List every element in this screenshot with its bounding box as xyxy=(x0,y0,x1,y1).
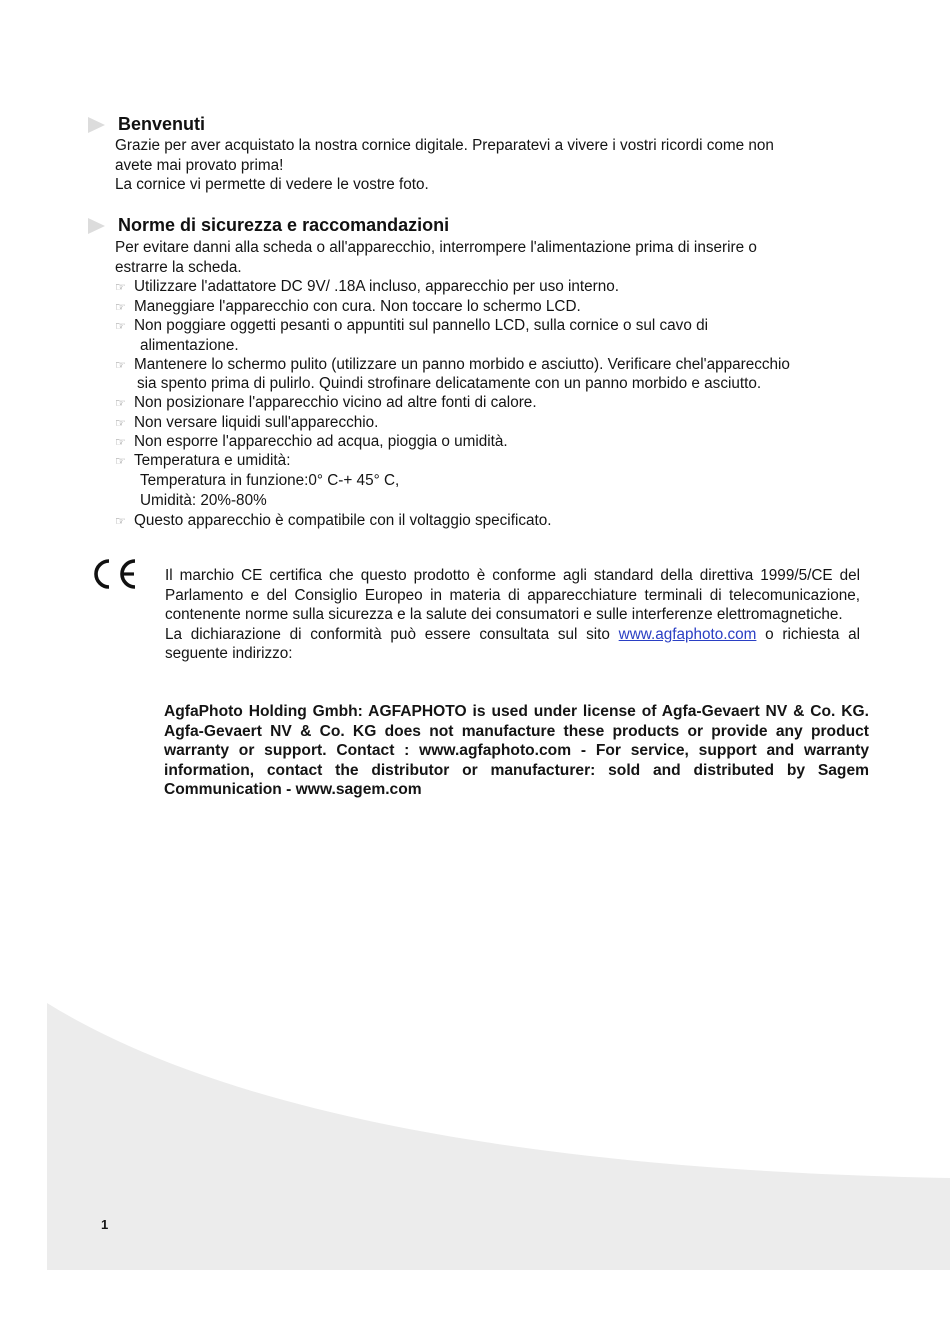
list-item: ☞ Non versare liquidi sull'apparecchio. xyxy=(115,413,378,433)
welcome-heading-row xyxy=(88,114,205,135)
safety-heading-row xyxy=(88,215,449,236)
list-item: ☞ Utilizzare l'adattatore DC 9V/ .18A incluso, apparecchio per uso interno. xyxy=(115,277,619,297)
list-item: ☞ Non poggiare oggetti pesanti o appuntiti sul pannello LCD, sulla cornice o sul cavo di xyxy=(115,316,708,336)
page-number: 1 xyxy=(101,1217,109,1232)
pointing-hand-icon: ☞ xyxy=(115,415,126,430)
list-item: ☞ Maneggiare l'apparecchio con cura. Non toccare lo schermo LCD. xyxy=(115,297,581,317)
welcome-line-1: Grazie per aver acquistato la nostra cornice digitale. Preparatevi a vivere i vostri ricordi come non xyxy=(115,137,774,154)
list-item: ☞ Non esporre l'apparecchio ad acqua, pioggia o umidità. xyxy=(115,432,508,452)
list-item-continuation: sia spento prima di pulirlo. Quindi strofinare delicatamente con un panno morbido e asciutto. xyxy=(137,375,762,392)
pointing-hand-icon: ☞ xyxy=(115,514,126,528)
pointing-hand-icon: ☞ xyxy=(115,454,126,468)
agfaphoto-link[interactable]: www.agfaphoto.com xyxy=(618,625,757,643)
pointing-hand-icon: ☞ xyxy=(115,299,126,314)
pointing-hand-icon: ☞ xyxy=(115,280,126,294)
pointing-hand-icon: ☞ xyxy=(115,396,126,410)
list-item: ☞ Mantenere lo schermo pulito (utilizzare un panno morbido e asciutto). Verificare chel'apparecchio xyxy=(115,355,790,375)
welcome-line-3: La cornice vi permette di vedere le vostre foto. xyxy=(115,176,429,193)
ce-declaration-before: La dichiarazione di conformità può essere consultata sul sito xyxy=(165,625,610,643)
pointing-hand-icon: ☞ xyxy=(115,435,126,449)
safety-intro-line-1: Per evitare danni alla scheda o all'apparecchio, interrompere l'alimentazione prima di inserire o xyxy=(115,239,757,256)
list-item: ☞ Questo apparecchio è compatibile con il voltaggio specificato. xyxy=(115,511,552,531)
welcome-heading: Benvenuti xyxy=(118,114,206,134)
pointing-hand-icon: ☞ xyxy=(115,358,126,372)
ce-declaration-after: o richiesta al seguente indirizzo: xyxy=(165,625,861,662)
legal-notice: AgfaPhoto Holding Gmbh: AGFAPHOTO is used under license of Agfa-Gevaert NV & Co. KG. Agfa-Gevaert NV & Co. KG does not manufacture these products or provide any product warranty or support. Contact : www.agfaphoto.com - For service, support and warranty information, contact the distributor or manufacturer: sold and distributed by Sagem Communication - www.sagem.com xyxy=(164,703,869,798)
safety-intro-line-2: estrarre la scheda. xyxy=(115,258,242,276)
list-item: ☞ Temperatura e umidità: xyxy=(115,451,290,471)
ce-logo xyxy=(88,556,140,592)
list-item-continuation: alimentazione. xyxy=(140,336,239,354)
list-item-continuation: Temperatura in funzione:0° C-+ 45° C, xyxy=(140,472,400,489)
arrow-icon xyxy=(88,218,105,234)
pointing-hand-icon: ☞ xyxy=(115,319,126,333)
ce-statement xyxy=(165,566,860,664)
welcome-line-2: avete mai provato prima! xyxy=(115,156,284,174)
ce-text: Il marchio CE certifica che questo prodotto è conforme agli standard della direttiva 1999/5/CE del Parlamento e del Consiglio Europeo in materia di apparecchiature terminali di telecomunicazione, contenente norme sulla sicurezza e la salute dei consumatori e sulle interferenze elettromagnetiche. xyxy=(165,567,860,623)
list-item: ☞ Non posizionare l'apparecchio vicino ad altre fonti di calore. xyxy=(115,393,537,413)
arrow-icon xyxy=(88,117,105,133)
safety-heading: Norme di sicurezza e raccomandazioni xyxy=(118,215,450,235)
list-item-continuation: Umidità: 20%-80% xyxy=(140,492,267,509)
